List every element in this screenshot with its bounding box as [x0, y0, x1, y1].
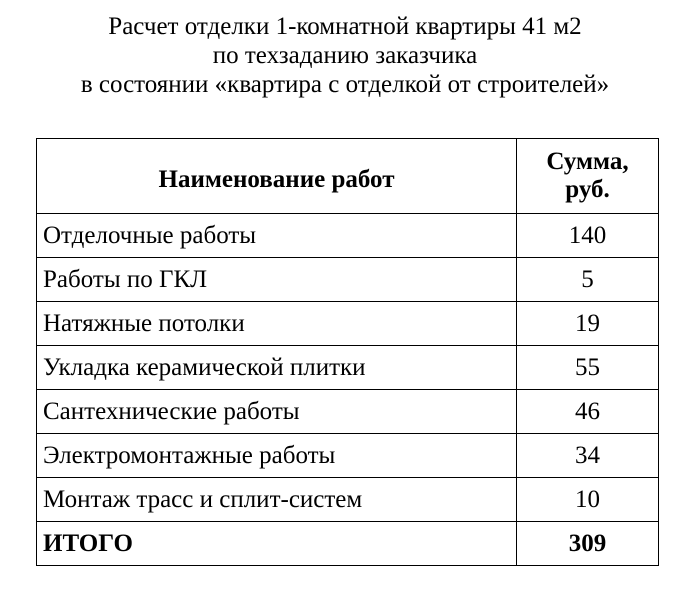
table-header-row — [37, 139, 659, 214]
work-sum-cell: 5 — [517, 258, 659, 302]
works-cost-table — [36, 138, 659, 566]
work-sum-cell: 46 — [517, 390, 659, 434]
work-name-cell: Электромонтажные работы — [37, 434, 517, 478]
work-sum-cell: 19 — [517, 302, 659, 346]
header-sum — [517, 139, 659, 214]
work-sum-cell: 10 — [517, 478, 659, 522]
total-row — [37, 522, 659, 566]
work-sum-cell: 34 — [517, 434, 659, 478]
title-line-1: Расчет отделки 1-комнатной квартиры 41 м2 — [108, 13, 582, 40]
work-name-cell: Укладка керамической плитки — [37, 346, 517, 390]
table-row — [37, 434, 659, 478]
table-row — [37, 390, 659, 434]
work-name-cell: Работы по ГКЛ — [37, 258, 517, 302]
header-sum-line-1: Сумма, — [546, 148, 629, 175]
header-sum-line-2: руб. — [565, 176, 610, 203]
title-line-3: в состоянии «квартира с отделкой от строителей» — [80, 71, 610, 98]
work-sum-cell: 140 — [517, 214, 659, 258]
table-row — [37, 302, 659, 346]
title-line-2: по техзаданию заказчика — [212, 42, 478, 69]
table-row — [37, 478, 659, 522]
table-row — [37, 258, 659, 302]
total-sum-cell: 309 — [517, 522, 659, 566]
work-name-cell: Монтаж трасс и сплит-систем — [37, 478, 517, 522]
table-row — [37, 346, 659, 390]
total-label-cell: ИТОГО — [37, 522, 517, 566]
work-name-cell: Отделочные работы — [37, 214, 517, 258]
document-title — [0, 12, 690, 99]
table-row — [37, 214, 659, 258]
work-name-cell: Сантехнические работы — [37, 390, 517, 434]
work-name-cell: Натяжные потолки — [37, 302, 517, 346]
header-work-name: Наименование работ — [37, 139, 517, 214]
work-sum-cell: 55 — [517, 346, 659, 390]
